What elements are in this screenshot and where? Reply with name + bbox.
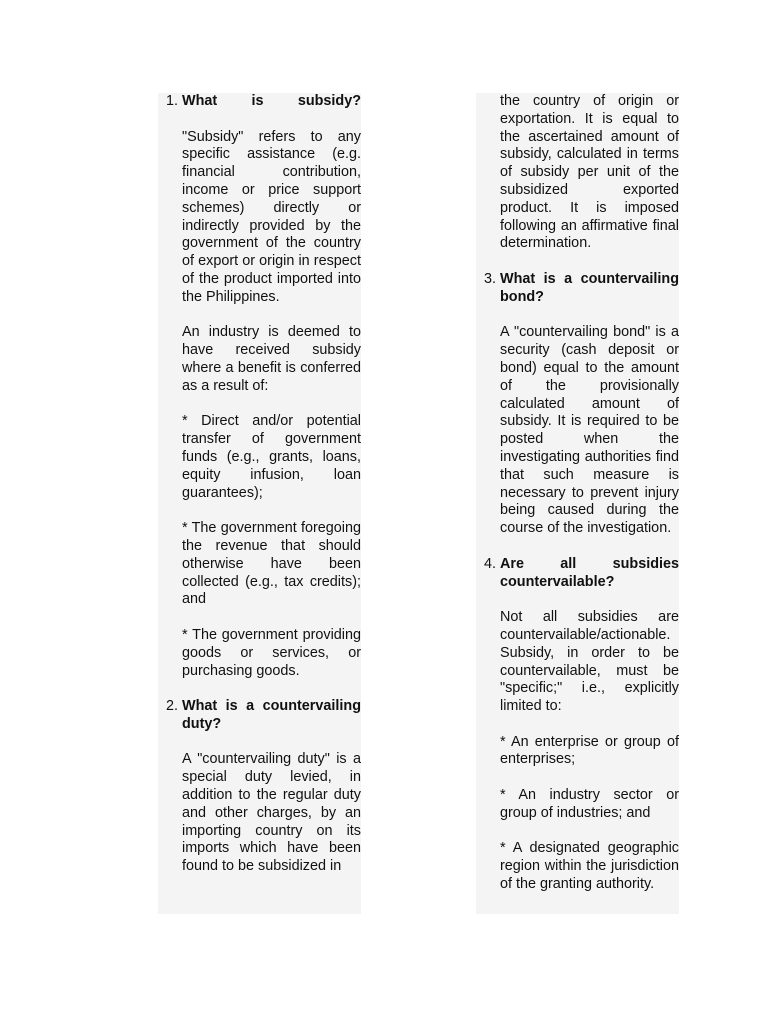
question-1-bullet-2: * The government foregoing the revenue that should otherwise have been collected (e.g., tax credits); and	[182, 520, 361, 608]
question-1-paragraph-2: An industry is deemed to have received subsidy where a benefit is conferred as a result of:	[182, 324, 361, 394]
question-3-paragraph-1: A "countervailing bond" is a security (cash deposit or bond) equal to the amount of the provisionally calculated amount of subsidy. It is required to be posted when the investigating authorities find that such measure is necessary to prevent injury being caused during the course of the investigation.	[500, 324, 679, 537]
left-column	[158, 93, 361, 914]
question-4-bullet-3: * A designated geographic region within the jurisdiction of the granting authority.	[500, 840, 679, 893]
question-2-paragraph-continued: the country of origin or exportation. It is equal to the ascertained amount of subsidy, calculated in terms of subsidy per unit of the subsidized exported product. It is imposed following an affirmative final determination.	[500, 93, 679, 252]
question-1-paragraph-1: "Subsidy" refers to any specific assistance (e.g. financial contribution, income or price support schemes) directly or indirectly provided by the government of the country of export or origin in respect of the product imported into the Philippines.	[182, 128, 361, 305]
question-4-bullet-1: * An enterprise or group of enterprises;	[500, 733, 679, 768]
question-2-number: 2.	[165, 698, 178, 715]
question-1-bullet-3: * The government providing goods or services, or purchasing goods.	[182, 626, 361, 679]
question-2-title: What is a countervailing duty?	[182, 698, 361, 732]
question-4	[476, 556, 679, 894]
question-4-title: Are all subsidies countervailable?	[500, 555, 679, 590]
right-column	[476, 93, 679, 914]
question-1-title: What is subsidy?	[182, 93, 361, 109]
question-4-paragraph-1: Not all subsidies are countervailable/actionable. Subsidy, in order to be countervailable, must be "specific;" i.e., explicitly limited to:	[500, 609, 679, 715]
question-2	[158, 698, 361, 876]
question-1-bullet-1: * Direct and/or potential transfer of government funds (e.g., grants, loans, equity infusion, loan guarantees);	[182, 413, 361, 501]
question-3	[476, 271, 679, 556]
question-3-number: 3.	[483, 270, 496, 287]
question-1-number: 1.	[165, 93, 178, 109]
question-1	[158, 93, 361, 698]
question-4-number: 4.	[483, 555, 496, 572]
question-2-paragraph-1: A "countervailing duty" is a special duty levied, in addition to the regular duty and other charges, by an importing country on its imports which have been found to be subsidized in	[182, 751, 361, 875]
question-4-bullet-2: * An industry sector or group of industries; and	[500, 787, 679, 821]
question-3-title: What is a countervailing bond?	[500, 270, 679, 305]
